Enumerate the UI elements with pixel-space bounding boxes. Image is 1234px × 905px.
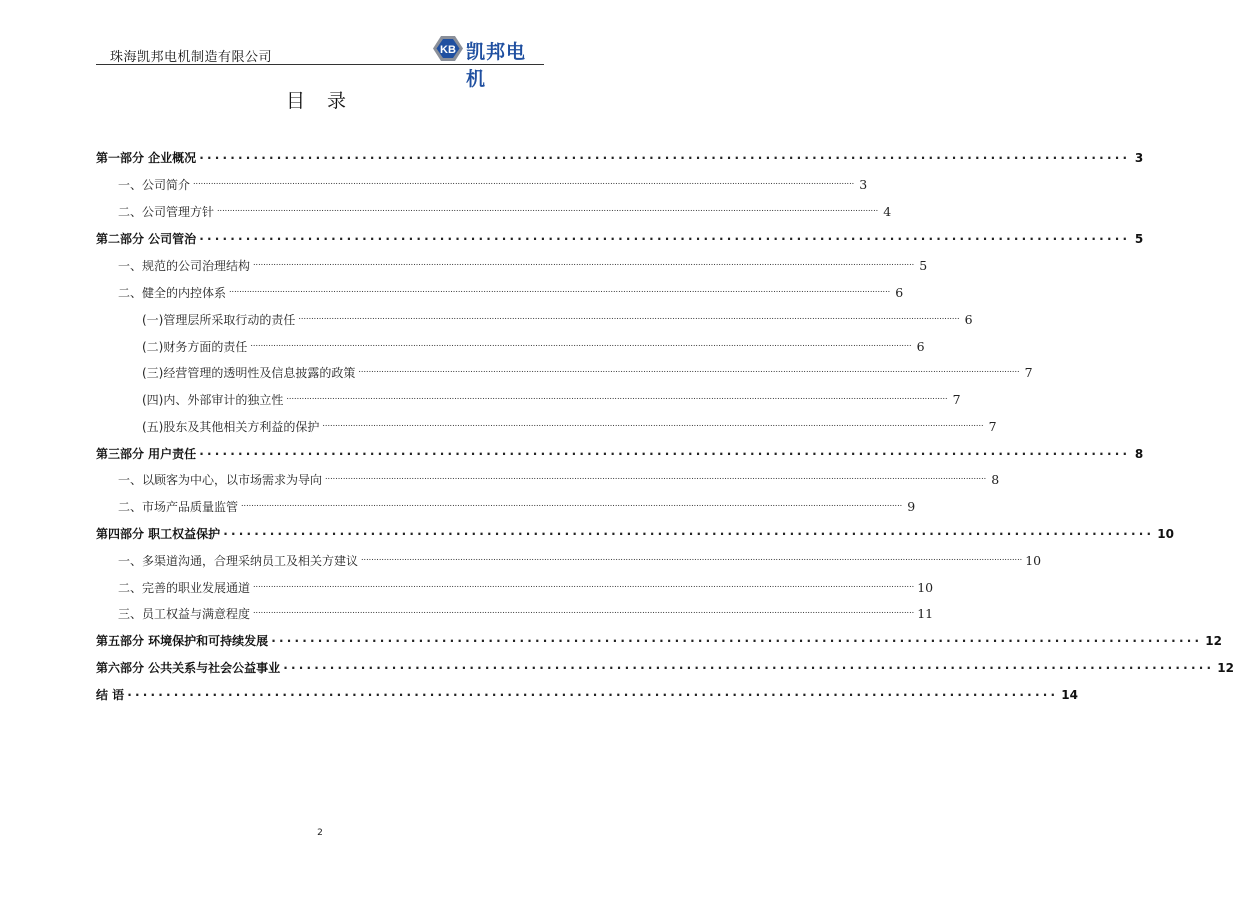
toc-entry-page: 4 (883, 204, 892, 219)
toc-entry[interactable] (96, 167, 868, 193)
toc-entry-page: 12 (1217, 661, 1234, 675)
toc-entry-title: 一、以顾客为中心，以市场需求为导向 (118, 473, 323, 487)
toc-entry[interactable] (96, 140, 1144, 166)
toc-entry-page: 3 (859, 177, 868, 192)
toc-entry-page: 10 (917, 580, 934, 595)
toc-entry[interactable] (96, 382, 961, 408)
toc-dot-leader: .................................................................................................................................................................................................................................................................... (322, 419, 984, 428)
toc-entry-page: 5 (919, 258, 928, 273)
toc-entry[interactable] (96, 275, 904, 301)
toc-dot-leader: .................................................................................................................................................................................................................................................................... (241, 499, 903, 508)
toc-dot-leader: ........................................................................................................................ (127, 685, 1059, 699)
toc-entry[interactable] (96, 462, 1000, 488)
toc-entry-page: 6 (916, 339, 925, 354)
toc-entry[interactable] (96, 248, 928, 274)
toc-dot-leader: ........................................................................................................................ (199, 229, 1131, 243)
toc-entry-title: 内、外部审计的独立性 (163, 393, 284, 407)
toc-entry[interactable] (96, 302, 973, 328)
toc-entry-number: (三) (142, 366, 164, 380)
toc-entry[interactable] (96, 516, 1174, 542)
toc-dot-leader: ........................................................................................................................ (199, 148, 1131, 162)
toc-entry[interactable] (96, 194, 892, 220)
toc-entry[interactable] (96, 543, 1042, 569)
toc-entry-page: 5 (1134, 232, 1144, 246)
toc-dot-leader: .................................................................................................................................................................................................................................................................... (361, 553, 1023, 562)
toc-entry-page: 8 (991, 472, 1000, 487)
toc-entry[interactable] (96, 355, 1033, 381)
toc-entry-title: 财务方面的责任 (163, 340, 248, 354)
toc-dot-leader: ........................................................................................................................ (223, 524, 1155, 538)
toc-entry-page: 7 (952, 392, 961, 407)
toc-entry[interactable] (96, 409, 997, 435)
toc-dot-leader: ........................................................................................................................ (283, 658, 1215, 672)
toc-entry-page: 10 (1025, 553, 1042, 568)
toc-entry[interactable] (96, 650, 1234, 676)
toc-dot-leader: .................................................................................................................................................................................................................................................................... (229, 285, 891, 294)
toc-title: 目 录 (285, 90, 355, 112)
header-divider (96, 64, 544, 65)
toc-entry-number: (四) (142, 393, 164, 407)
toc-entry-title: 经营管理的透明性及信息披露的政策 (163, 366, 356, 380)
toc-entry-title: 股东及其他相关方利益的保护 (163, 420, 320, 434)
toc-dot-leader: ........................................................................................................................ (271, 631, 1203, 645)
toc-entry-title: 第三部分 用户责任 (96, 447, 197, 461)
toc-entry-number: (二) (142, 340, 164, 354)
toc-entry[interactable] (96, 570, 934, 596)
toc-dot-leader: .................................................................................................................................................................................................................................................................... (253, 258, 915, 267)
toc-entry-page: 11 (917, 606, 934, 621)
toc-entry-page: 12 (1205, 634, 1222, 648)
toc-entry-title: 一、多渠道沟通，合理采纳员工及相关方建议 (118, 554, 359, 568)
toc-dot-leader: .................................................................................................................................................................................................................................................................... (193, 177, 855, 186)
toc-entry-title: 二、健全的内控体系 (118, 286, 227, 300)
company-name: 珠海凯邦电机制造有限公司 (110, 50, 273, 65)
logo-text: 凯邦电机 (466, 41, 527, 90)
toc-entry[interactable] (96, 221, 1144, 247)
kb-logo-icon (432, 35, 464, 62)
toc-entry-title: 三、员工权益与满意程度 (118, 607, 251, 621)
toc-entry[interactable] (96, 596, 934, 622)
toc-entry-page: 14 (1061, 688, 1078, 702)
toc-entry-title: 第一部分 企业概况 (96, 151, 197, 165)
toc-dot-leader: .................................................................................................................................................................................................................................................................... (253, 580, 915, 589)
toc-entry[interactable] (96, 623, 1222, 649)
toc-dot-leader: .................................................................................................................................................................................................................................................................... (286, 392, 948, 401)
page-header (96, 34, 544, 90)
toc-entry-number: (一) (142, 313, 164, 327)
toc-dot-leader: .................................................................................................................................................................................................................................................................... (358, 365, 1020, 374)
toc-entry-title: 结 语 (96, 688, 125, 702)
toc-entry-number: (五) (142, 420, 164, 434)
toc-entry-title: 管理层所采取行动的责任 (163, 313, 296, 327)
toc-entry-title: 第六部分 公共关系与社会公益事业 (96, 661, 281, 675)
toc-entry-title: 一、公司简介 (118, 178, 191, 192)
toc-entry-page: 6 (964, 312, 973, 327)
toc-entry-title: 第五部分 环境保护和可持续发展 (96, 634, 269, 648)
toc-entry[interactable] (96, 677, 1078, 703)
toc-entry-title: 第二部分 公司管治 (96, 232, 197, 246)
toc-entry-page: 9 (907, 499, 916, 514)
toc-entry-page: 7 (988, 419, 997, 434)
toc-entry[interactable] (96, 436, 1144, 462)
page-number: 2 (317, 828, 323, 838)
toc-entry-title: 二、公司管理方针 (118, 205, 215, 219)
toc-dot-leader: .................................................................................................................................................................................................................................................................... (217, 204, 879, 213)
toc-entry-page: 8 (1134, 447, 1144, 461)
toc-dot-leader: .................................................................................................................................................................................................................................................................... (250, 339, 912, 348)
toc-entry-title: 一、规范的公司治理结构 (118, 259, 251, 273)
toc-entry-title: 第四部分 职工权益保护 (96, 527, 221, 541)
toc-entry[interactable] (96, 329, 925, 355)
toc-entry-title: 二、市场产品质量监管 (118, 500, 239, 514)
toc-entry-title: 二、完善的职业发展通道 (118, 581, 251, 595)
toc-entry-page: 6 (895, 285, 904, 300)
toc-entry-page: 3 (1134, 151, 1144, 165)
toc-dot-leader: ........................................................................................................................ (199, 444, 1131, 458)
toc-dot-leader: .................................................................................................................................................................................................................................................................... (298, 312, 960, 321)
toc-dot-leader: .................................................................................................................................................................................................................................................................... (325, 472, 987, 481)
company-logo (432, 34, 544, 90)
toc-entry-page: 7 (1024, 365, 1033, 380)
toc-entry-page: 10 (1157, 527, 1174, 541)
toc-dot-leader: .................................................................................................................................................................................................................................................................... (253, 606, 915, 615)
logo-mark-text: KB (440, 44, 456, 56)
toc-entry[interactable] (96, 489, 916, 515)
